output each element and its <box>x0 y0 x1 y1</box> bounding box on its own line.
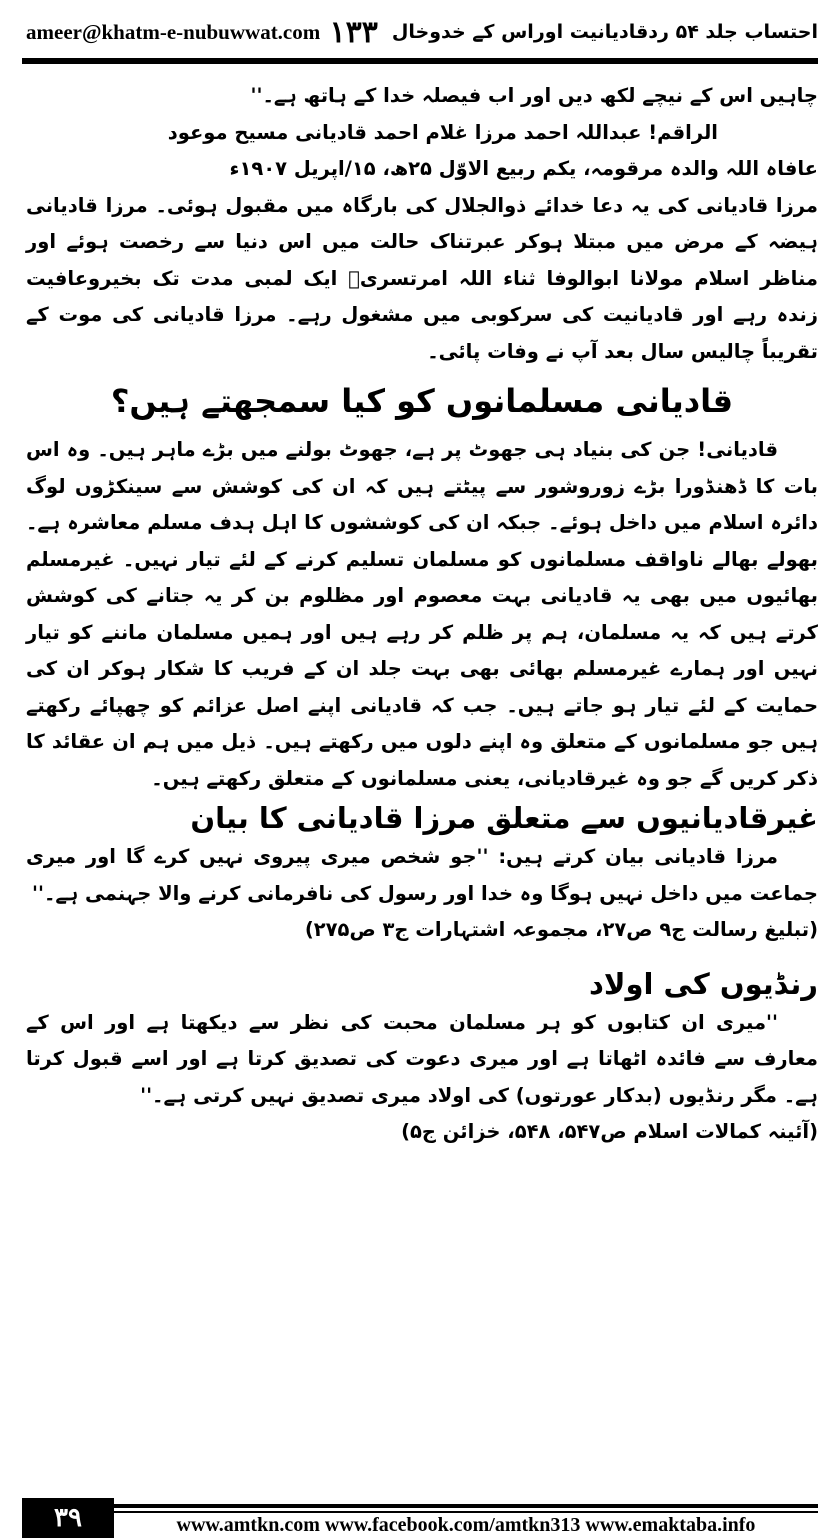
page-footer <box>22 1498 818 1538</box>
paragraph-4: مرزا قادیانی بیان کرتے ہیں: ''جو شخص میری پیروی نہیں کرے گا اور میری جماعت میں داخل نہیں ہوگا وہ خدا اور رسول کی نافرمانی کرنے والا جہنمی ہے۔'' <box>26 845 818 905</box>
section-heading-1: قادیانی مسلمانوں کو کیا سمجھتے ہیں؟ <box>110 382 734 420</box>
paragraph-1: چاہیں اس کے نیچے لکھ دیں اور اب فیصلہ خدا کے ہاتھ ہے۔'' <box>250 84 818 107</box>
reference-2: (آئینہ کمالات اسلام ص۵۴۷، ۵۴۸، خزائن ج۵) <box>401 1120 818 1143</box>
paragraph-2: مرزا قادیانی کی یہ دعا خدائے ذوالجلال کی بارگاہ میں مقبول ہوئی۔ مرزا قادیانی ہیضہ کے مرض میں مبتلا ہوکر عبرتناک حالت میں اس دنیا سے رخصت ہوئے اور مناظر اسلام مولانا ابوالوفا ثناء اللہ امرتسریؒ ایک لمبی مدت تک بخیروعافیت زندہ رہے اور قادیانیت کی سرکوبی میں مشغول رہے۔ مرزا قادیانی کی موت کے تقریباً چالیس سال بعد آپ نے وفات پائی۔ <box>26 193 818 363</box>
running-title: احتساب جلد ۵۴ ردقادیانیت اوراس کے خدوخال <box>391 21 818 43</box>
header-page-number: ۱۳۳ <box>329 14 378 50</box>
paragraph-3: قادیانی! جن کی بنیاد ہی جھوٹ پر ہے، جھوٹ بولنے میں بڑے ماہر ہیں۔ وہ اس بات کا ڈھنڈورا بڑے زوروشور سے پیٹتے ہیں کہ ان کی کوشش سے سینکڑوں لوگ دائرہ اسلام میں داخل ہوئے۔ جبکہ ان کی کوششوں کا اہل ہدف مسلم معاشرہ ہے۔ بھولے بھالے ناواقف مسلمانوں کو مسلمان تسلیم کرنے کے لئے تیار نہیں۔ غیرمسلم بھائیوں میں بھی یہ قادیانی بہت معصوم اور مظلوم بن کر یہ جتانے کی کوشش کرتے ہیں کہ یہ مسلمان، ہم پر ظلم کر رہے ہیں اور ہمیں مسلمان ماننے کو تیار نہیں اور ہمارے غیرمسلم بھائی بھی بہت جلد ان کے فریب کا شکار ہوکر ان کی حمایت کے لئے تیار ہو جاتے ہیں۔ جب کہ قادیانی اپنے اصل عزائم کو چھپائے رکھتے ہیں جو مسلمانوں کے متعلق وہ اپنے دلوں میں رکھتے ہیں۔ ذیل میں ہم ان عقائد کا ذکر کریں گے جو وہ غیرقادیانی، یعنی مسلمانوں کے متعلق رکھتے ہیں۔ <box>26 438 818 790</box>
paragraph-5: ''میری ان کتابوں کو ہر مسلمان محبت کی نظر سے دیکھتا ہے اور اس کے معارف سے فائدہ اٹھاتا ہے اور میری دعوت کی تصدیق کرتا ہے اور اسے قبول کرتا ہے۔ مگر رنڈیوں (بدکار عورتوں) کی اولاد میری تصدیق نہیں کرتی ہے۔'' <box>26 1010 818 1107</box>
footer-page-number: ۳۹ <box>22 1498 114 1538</box>
footer-rule-thin <box>114 1511 818 1513</box>
signature-line-1: الراقم! عبداللہ احمد مرزا غلام احمد قادیانی مسیح موعود <box>167 120 718 144</box>
footer-rule-thick <box>114 1504 818 1508</box>
signature-line-2: عافاہ اللہ والدہ مرقومہ، یکم ربیع الاوّل ۲۵ھ، ۱۵/اپریل ۱۹۰۷ء <box>229 157 818 180</box>
header-email: ameer@khatm-e-nubuwwat.com <box>26 19 321 44</box>
header-rule <box>22 58 818 64</box>
header-right <box>330 15 818 50</box>
section-heading-2: غیرقادیانیوں سے متعلق مرزا قادیانی کا بیان <box>190 801 818 835</box>
page-body <box>26 78 818 1151</box>
page-header <box>26 12 818 52</box>
section-heading-3: رنڈیوں کی اولاد <box>589 966 818 1001</box>
reference-1: (تبلیغ رسالت ج۹ ص۲۷، مجموعہ اشتہارات ج۳ ص۲۷۵) <box>304 918 818 941</box>
footer-urls: www.amtkn.com www.facebook.com/amtkn313 www.emaktaba.info <box>176 1514 756 1536</box>
